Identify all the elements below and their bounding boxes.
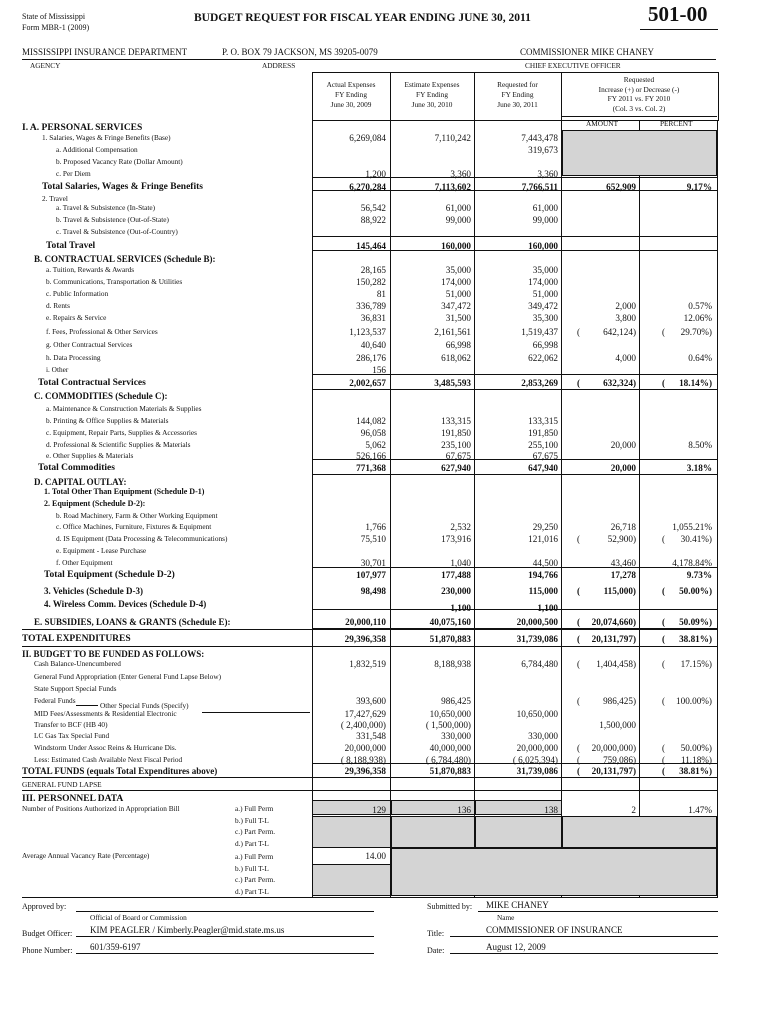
estimate-2010-value: 51,870,883	[429, 766, 471, 776]
row-label: Total Contractual Services	[38, 378, 146, 388]
personnel-sub-label: a.) Full Perm	[235, 852, 274, 861]
col-actual-header: Actual Expenses FY Ending June 30, 2009	[326, 80, 376, 109]
estimate-2010-value: 51,000	[445, 289, 471, 299]
estimate-2010-value: 2,532	[450, 522, 471, 532]
change-amount-value: 26,718	[610, 522, 636, 532]
row-label: b. Road Machinery, Farm & Other Working Equipment	[56, 511, 218, 520]
officer-label: CHIEF EXECUTIVE OFFICER	[525, 61, 621, 70]
negative-paren: (	[662, 743, 665, 753]
actual-2009-value: 2,002,657	[349, 378, 386, 388]
row-label: Transfer to BCF (HB 40)	[34, 720, 108, 729]
estimate-2010-value: 7,113,602	[434, 182, 471, 192]
negative-paren: (	[577, 755, 580, 765]
requested-2011-value: 7,443,478	[521, 133, 558, 143]
actual-2009-value: 30,701	[360, 558, 386, 568]
page-title: BUDGET REQUEST FOR FISCAL YEAR ENDING JUNE 30, 2011	[194, 12, 531, 24]
actual-2009-value: 129	[372, 805, 386, 815]
requested-2011-value: 622,062	[528, 353, 558, 363]
estimate-2010-value: 99,000	[445, 215, 471, 225]
col-requested-header: Requested for FY Ending June 30, 2011	[497, 80, 538, 109]
budget-officer-label: Budget Officer:	[22, 929, 73, 938]
actual-2009-value: 1,123,537	[349, 327, 386, 337]
actual-2009-value: 526,166	[356, 451, 386, 461]
row-label: e. Repairs & Service	[46, 313, 107, 322]
change-amount-value: 20,074,660)	[591, 617, 636, 627]
actual-2009-value: 771,368	[356, 463, 386, 473]
form-number: Form MBR-1 (2009)	[22, 23, 90, 32]
requested-2011-value: 330,000	[528, 731, 558, 741]
negative-paren: (	[662, 378, 665, 388]
amount-header: AMOUNT	[586, 119, 619, 128]
estimate-2010-value: 67,675	[445, 451, 471, 461]
negative-paren: (	[662, 755, 665, 765]
actual-2009-value: 29,396,358	[344, 766, 386, 776]
row-label: i. Other	[46, 365, 69, 374]
change-amount-value: 2	[631, 805, 636, 815]
budget-officer: KIM PEAGLER / Kimberly.Peagler@mid.state.ms.us	[90, 925, 285, 935]
row-label: g. Other Contractual Services	[46, 340, 133, 349]
requested-2011-value: 99,000	[532, 215, 558, 225]
other-funds-label: Other Special Funds (Specify)	[100, 701, 189, 710]
requested-2011-value: 10,650,000	[516, 709, 558, 719]
chief-officer: COMMISSIONER MIKE CHANEY	[520, 47, 655, 57]
estimate-2010-value: 177,488	[441, 570, 471, 580]
actual-2009-value: 5,062	[365, 440, 386, 450]
submitted-name: MIKE CHANEY	[486, 900, 549, 910]
estimate-2010-value: 986,425	[441, 696, 471, 706]
actual-2009-value: 75,510	[360, 534, 386, 544]
estimate-2010-value: 2,161,561	[434, 327, 471, 337]
actual-2009-value: 6,270,284	[349, 182, 386, 192]
requested-2011-value: 7,766,511	[521, 182, 558, 192]
requested-2011-value: ( 6,025,394)	[512, 755, 558, 765]
actual-2009-value: 81	[376, 289, 386, 299]
personnel-sub-label: c.) Part Perm.	[235, 875, 276, 884]
change-percent-value: 1,055.21%	[672, 522, 712, 532]
change-percent-value: 12.06%	[683, 313, 712, 323]
row-label: 2. Equipment (Schedule D-2):	[44, 499, 146, 508]
row-label: Number of Positions Authorized in Appropriation Bill	[22, 804, 180, 813]
row-label: f. Other Equipment	[56, 558, 113, 567]
requested-2011-value: 20,000,500	[516, 617, 558, 627]
requested-2011-value: 115,000	[528, 586, 558, 596]
negative-paren: (	[577, 534, 580, 544]
change-amount-value: 20,000	[610, 463, 636, 473]
actual-2009-value: 88,922	[360, 215, 386, 225]
agency-label: AGENCY	[30, 61, 61, 70]
row-label: Windstorm Under Assoc Reins & Hurricane Dis.	[34, 743, 177, 752]
estimate-2010-value: 173,916	[441, 534, 471, 544]
change-percent-value: 29.70%)	[680, 327, 712, 337]
change-percent-value: 4,178.84%	[672, 558, 712, 568]
row-label: General Fund Appropriation (Enter General Fund Lapse Below)	[34, 672, 222, 681]
requested-2011-value: 191,850	[528, 428, 558, 438]
col-change-header: Requested Increase (+) or Decrease (-) FY 2011 vs. FY 2010 (Col. 3 vs. Col. 2)	[598, 75, 680, 113]
actual-2009-value: 20,000,110	[345, 617, 386, 627]
row-label: 4. Wireless Comm. Devices (Schedule D-4)	[44, 599, 207, 609]
negative-paren: (	[577, 743, 580, 753]
requested-2011-value: 133,315	[528, 416, 558, 426]
change-percent-value: 0.64%	[688, 353, 712, 363]
change-amount-value: 1,500,000	[599, 720, 636, 730]
row-label: f. Fees, Professional & Other Services	[46, 327, 158, 336]
actual-2009-value: 36,831	[360, 313, 386, 323]
row-label: Total Equipment (Schedule D-2)	[44, 570, 175, 580]
change-amount-value: 759,086)	[603, 755, 636, 765]
row-label: b. Travel & Subsistence (Out-of-State)	[56, 215, 169, 224]
change-amount-value: 3,800	[615, 313, 636, 323]
change-percent-value: 50.09%)	[679, 617, 712, 627]
requested-2011-value: 3,360	[537, 169, 558, 179]
name-label: Name	[497, 913, 515, 922]
requested-2011-value: 349,472	[528, 301, 558, 311]
row-label: d. Rents	[46, 301, 70, 310]
row-label: Less: Estimated Cash Available Next Fiscal Period	[34, 755, 183, 764]
row-label: TOTAL FUNDS (equals Total Expenditures above)	[22, 766, 218, 776]
actual-2009-value: 150,282	[356, 277, 386, 287]
submission-date: August 12, 2009	[486, 942, 546, 952]
actual-2009-value: 1,200	[365, 169, 386, 179]
actual-2009-value: 107,977	[356, 570, 386, 580]
row-label: a. Maintenance & Construction Materials & Supplies	[46, 404, 202, 413]
negative-paren: (	[577, 766, 580, 776]
requested-2011-value: 6,784,480	[521, 659, 558, 669]
row-label: b. Printing & Office Supplies & Materials	[46, 416, 169, 425]
change-amount-value: 115,000)	[603, 586, 636, 596]
personnel-sub-label: a.) Full Perm	[235, 804, 274, 813]
change-percent-value: 11.18%)	[680, 755, 712, 765]
row-label: I. A. PERSONAL SERVICES	[22, 123, 143, 133]
requested-2011-value: 31,739,086	[516, 766, 558, 776]
change-percent-value: 18.14%)	[679, 378, 712, 388]
requested-2011-value: 160,000	[528, 241, 558, 251]
row-label: III. PERSONNEL DATA	[22, 794, 124, 804]
estimate-2010-value: 1,100	[450, 603, 471, 613]
estimate-2010-value: 10,650,000	[429, 709, 471, 719]
requested-2011-value: 20,000,000	[516, 743, 558, 753]
requested-2011-value: 121,016	[528, 534, 558, 544]
estimate-2010-value: 191,850	[441, 428, 471, 438]
row-label: a. Travel & Subsistence (In-State)	[56, 203, 156, 212]
row-label: D. CAPITAL OUTLAY:	[34, 477, 127, 487]
actual-2009-value: 1,832,519	[349, 659, 386, 669]
row-label: Total Commodities	[38, 463, 115, 473]
change-percent-value: 100.00%)	[676, 696, 712, 706]
estimate-2010-value: 230,000	[441, 586, 471, 596]
change-amount-value: 43,460	[610, 558, 636, 568]
estimate-2010-value: 8,188,938	[434, 659, 471, 669]
estimate-2010-value: ( 6,784,480)	[425, 755, 471, 765]
estimate-2010-value: 66,998	[445, 340, 471, 350]
change-amount-value: 642,124)	[603, 327, 636, 337]
row-label: c. Travel & Subsistence (Out-of-Country)	[56, 227, 178, 236]
actual-2009-value: 144,082	[356, 416, 386, 426]
estimate-2010-value: 3,485,593	[434, 378, 471, 388]
requested-2011-value: 255,100	[528, 440, 558, 450]
change-amount-value: 4,000	[615, 353, 636, 363]
requested-2011-value: 35,300	[532, 313, 558, 323]
actual-2009-value: 40,640	[360, 340, 386, 350]
change-amount-value: 17,278	[610, 570, 636, 580]
requested-2011-value: 61,000	[532, 203, 558, 213]
change-percent-value: 38.81%)	[679, 634, 712, 644]
estimate-2010-value: 174,000	[441, 277, 471, 287]
change-percent-value: 9.17%	[686, 182, 712, 192]
row-label: c. Per Diem	[56, 169, 91, 178]
estimate-2010-value: 3,360	[450, 169, 471, 179]
personnel-sub-label: b.) Full T-L	[235, 863, 269, 873]
requested-2011-value: 194,766	[528, 570, 558, 580]
actual-2009-value: 98,498	[360, 586, 386, 596]
estimate-2010-value: 1,040	[450, 558, 471, 568]
requested-2011-value: 66,998	[532, 340, 558, 350]
change-amount-value: 986,425)	[603, 696, 636, 706]
row-label: d. Professional & Scientific Supplies & Materials	[46, 440, 191, 449]
estimate-2010-value: ( 1,500,000)	[425, 720, 471, 730]
row-label: II. BUDGET TO BE FUNDED AS FOLLOWS:	[22, 649, 205, 659]
row-label: Total Salaries, Wages & Fringe Benefits	[42, 182, 203, 192]
change-amount-value: 2,000	[615, 301, 636, 311]
address-label: ADDRESS	[262, 61, 296, 70]
actual-2009-value: 29,396,358	[344, 634, 386, 644]
change-amount-value: 20,131,797)	[591, 766, 636, 776]
actual-2009-value: 336,789	[356, 301, 386, 311]
row-label: 3. Vehicles (Schedule D-3)	[44, 586, 143, 596]
actual-2009-value: 156	[372, 365, 386, 375]
state-label: State of Mississippi	[22, 12, 86, 21]
estimate-2010-value: 40,075,160	[429, 617, 471, 627]
change-percent-value: 3.18%	[686, 463, 712, 473]
change-amount-value: 52,900)	[607, 534, 636, 544]
title-label: Title:	[427, 929, 445, 938]
requested-2011-value: 647,940	[528, 463, 558, 473]
personnel-sub-label: d.) Part T-L	[235, 838, 269, 848]
personnel-sub-label: d.) Part T-L	[235, 886, 269, 896]
row-label: MID Fees/Assessments & Residential Electronic	[34, 709, 177, 718]
approved-by-label: Approved by:	[22, 902, 67, 911]
negative-paren: (	[662, 659, 665, 669]
actual-2009-value: 14.00	[365, 851, 386, 861]
negative-paren: (	[577, 659, 580, 669]
estimate-2010-value: 51,870,883	[429, 634, 471, 644]
negative-paren: (	[662, 696, 665, 706]
actual-2009-value: 331,548	[356, 731, 386, 741]
requested-2011-value: 35,000	[532, 265, 558, 275]
requested-2011-value: 174,000	[528, 277, 558, 287]
change-percent-value: 9.73%	[686, 570, 712, 580]
estimate-2010-value: 160,000	[441, 241, 471, 251]
requested-2011-value: 67,675	[532, 451, 558, 461]
row-label: e. Equipment - Lease Purchase	[56, 546, 147, 555]
budget-code: 501-00	[648, 2, 708, 26]
row-label: b. Proposed Vacancy Rate (Dollar Amount)	[56, 157, 183, 166]
requested-2011-value: 319,673	[528, 145, 558, 155]
row-label: Federal Funds	[34, 696, 76, 705]
negative-paren: (	[662, 634, 665, 644]
change-percent-value: 50.00%)	[680, 743, 712, 753]
negative-paren: (	[577, 696, 580, 706]
requested-2011-value: 138	[544, 805, 558, 815]
requested-2011-value: 44,500	[532, 558, 558, 568]
change-amount-value: 1,404,458)	[596, 659, 636, 669]
actual-2009-value: ( 2,400,000)	[340, 720, 386, 730]
negative-paren: (	[577, 617, 580, 627]
requested-2011-value: 1,519,437	[521, 327, 558, 337]
negative-paren: (	[662, 766, 665, 776]
actual-2009-value: 17,427,629	[344, 709, 386, 719]
estimate-2010-value: 7,110,242	[434, 133, 471, 143]
negative-paren: (	[577, 586, 580, 596]
row-label: Average Annual Vacancy Rate (Percentage)	[22, 851, 150, 860]
phone-label: Phone Number:	[22, 946, 73, 955]
actual-2009-value: ( 8,188,938)	[340, 755, 386, 765]
date-label: Date:	[427, 946, 445, 955]
negative-paren: (	[662, 617, 665, 627]
phone-number: 601/359-6197	[90, 942, 141, 952]
row-label: c. Public Information	[46, 289, 109, 298]
actual-2009-value: 393,600	[356, 696, 386, 706]
row-label: 1. Total Other Than Equipment (Schedule D-1)	[44, 487, 205, 496]
estimate-2010-value: 31,500	[445, 313, 471, 323]
estimate-2010-value: 40,000,000	[429, 743, 471, 753]
negative-paren: (	[577, 327, 580, 337]
row-label: a. Additional Compensation	[56, 145, 138, 154]
estimate-2010-value: 347,472	[441, 301, 471, 311]
row-label: Cash Balance-Unencumbered	[34, 659, 121, 668]
percent-header: PERCENT	[660, 119, 693, 128]
row-label: GENERAL FUND LAPSE	[22, 780, 102, 789]
change-percent-value: 50.00%)	[679, 586, 712, 596]
estimate-2010-value: 133,315	[441, 416, 471, 426]
requested-2011-value: 29,250	[532, 522, 558, 532]
change-percent-value: 30.41%)	[680, 534, 712, 544]
row-label: Total Travel	[46, 241, 96, 251]
row-label: a. Tuition, Rewards & Awards	[46, 265, 135, 274]
row-label: State Support Special Funds	[34, 684, 117, 693]
row-label: b. Communications, Transportation & Utilities	[46, 277, 183, 286]
row-label: e. Other Supplies & Materials	[46, 451, 134, 460]
requested-2011-value: 31,739,086	[516, 634, 558, 644]
actual-2009-value: 56,542	[360, 203, 386, 213]
row-label: LC Gas Tax Special Fund	[34, 731, 110, 740]
change-percent-value: 38.81%)	[679, 766, 712, 776]
personnel-sub-label: c.) Part Perm.	[235, 827, 276, 836]
estimate-2010-value: 235,100	[441, 440, 471, 450]
row-label: c. Office Machines, Furniture, Fixtures & Equipment	[56, 522, 212, 531]
actual-2009-value: 145,464	[356, 241, 386, 251]
estimate-2010-value: 627,940	[441, 463, 471, 473]
estimate-2010-value: 61,000	[445, 203, 471, 213]
personnel-sub-label: b.) Full T-L	[235, 815, 269, 825]
negative-paren: (	[577, 378, 580, 388]
negative-paren: (	[662, 534, 665, 544]
agency-address: P. O. BOX 79 JACKSON, MS 39205-0079	[222, 47, 378, 57]
col-estimate-header: Estimate Expenses FY Ending June 30, 2010	[404, 80, 460, 109]
actual-2009-value: 286,176	[356, 353, 386, 363]
submitted-by-label: Submitted by:	[427, 902, 473, 911]
change-amount-value: 20,000,000)	[591, 743, 636, 753]
estimate-2010-value: 330,000	[441, 731, 471, 741]
actual-2009-value: 96,058	[360, 428, 386, 438]
actual-2009-value: 28,165	[360, 265, 386, 275]
change-amount-value: 20,000	[610, 440, 636, 450]
requested-2011-value: 2,853,269	[521, 378, 558, 388]
change-amount-value: 632,324)	[603, 378, 636, 388]
estimate-2010-value: 136	[457, 805, 471, 815]
actual-2009-value: 6,269,084	[349, 133, 386, 143]
row-label: c. Equipment, Repair Parts, Supplies & Accessories	[46, 428, 197, 437]
row-label: 1. Salaries, Wages & Fringe Benefits (Base)	[42, 133, 171, 142]
estimate-2010-value: 35,000	[445, 265, 471, 275]
requested-2011-value: 1,100	[537, 603, 558, 613]
change-percent-value: 17.15%)	[680, 659, 712, 669]
actual-2009-value: 1,766	[365, 522, 386, 532]
negative-paren: (	[662, 327, 665, 337]
negative-paren: (	[662, 586, 665, 596]
row-label: h. Data Processing	[46, 353, 101, 362]
actual-2009-value: 20,000,000	[344, 743, 386, 753]
change-percent-value: 8.50%	[688, 440, 712, 450]
requested-2011-value: 51,000	[532, 289, 558, 299]
row-label: 2. Travel	[42, 194, 68, 203]
row-label: E. SUBSIDIES, LOANS & GRANTS (Schedule E):	[34, 617, 231, 627]
row-label: C. COMMODITIES (Schedule C):	[34, 391, 168, 401]
change-amount-value: 20,131,797)	[591, 634, 636, 644]
submitter-title: COMMISSIONER OF INSURANCE	[486, 925, 623, 935]
agency-name: MISSISSIPPI INSURANCE DEPARTMENT	[22, 47, 188, 57]
row-label: TOTAL EXPENDITURES	[22, 634, 131, 644]
row-label: d. IS Equipment (Data Processing & Telecommunications)	[56, 534, 228, 543]
row-label: B. CONTRACTUAL SERVICES (Schedule B):	[34, 254, 216, 264]
change-percent-value: 0.57%	[688, 301, 712, 311]
estimate-2010-value: 618,062	[441, 353, 471, 363]
change-amount-value: 652,909	[606, 182, 636, 192]
change-percent-value: 1.47%	[688, 805, 712, 815]
official-label: Official of Board or Commission	[90, 913, 187, 922]
negative-paren: (	[577, 634, 580, 644]
